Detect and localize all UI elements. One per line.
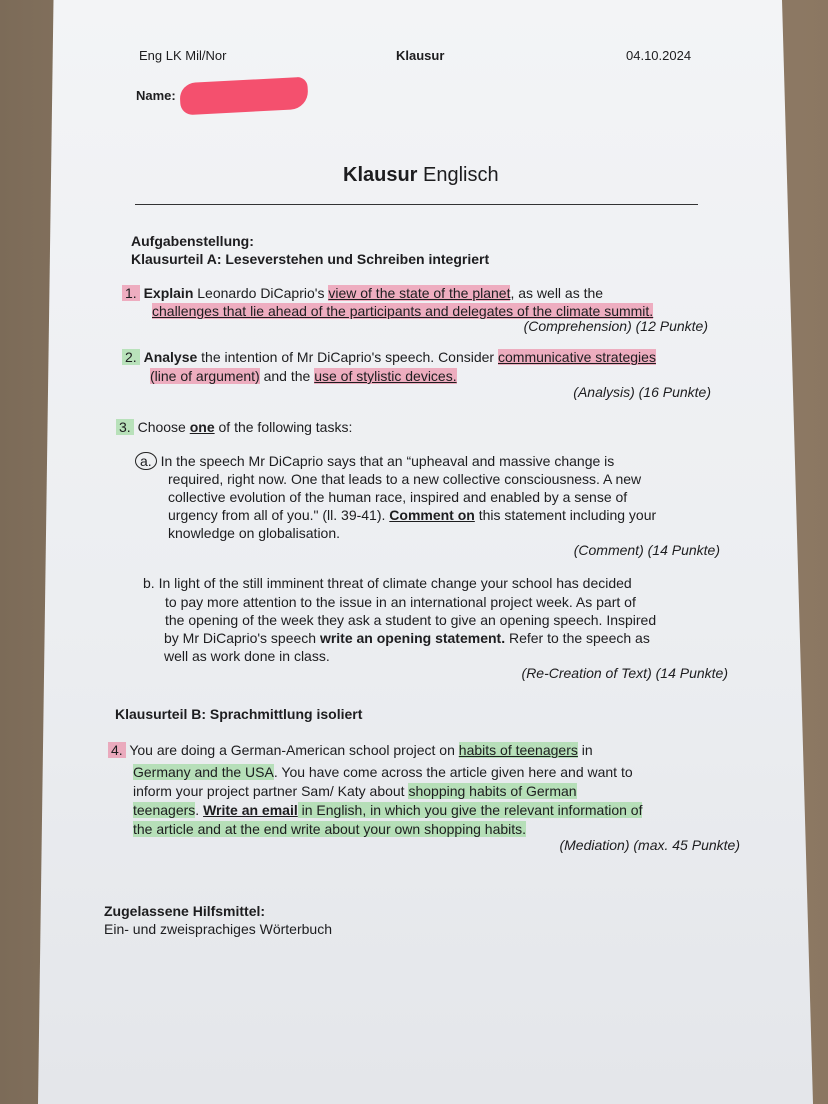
part-a-heading: Klausurteil A: Leseverstehen und Schreiben integriert [131,251,490,267]
task-4-highlight-shopping: shopping habits of German [408,783,577,799]
task-4-highlight-countries: Germany and the USA [133,764,274,780]
task-4-line-2 [133,763,633,782]
aids-heading: Zugelassene Hilfsmittel: [104,903,266,919]
task-4-highlight-teenagers: teenagers [133,802,196,818]
task-1 [122,284,712,303]
task-3a-line-2: required, right now. One that leads to a new collective consciousness. A new [168,471,642,487]
task-3b-meta: (Re-Creation of Text) (14 Punkte) [521,665,728,681]
task-4-line-3-a: inform your project partner Sam/ Katy about [133,783,409,799]
task-1-text-2: , as well as the [510,285,604,301]
task-3b [143,574,632,593]
task-4-number: 4. [108,742,126,758]
task-4-line-4 [133,801,642,820]
task-2-meta: (Analysis) (16 Punkte) [573,384,711,400]
task-2-verb: Analyse [143,349,198,365]
task-3a-line-4 [168,506,656,525]
task-3a-meta: (Comment) (14 Punkte) [573,542,720,558]
task-4-line-1: You are doing a German-American school project on [129,742,459,758]
task-3b-line-4 [164,629,650,648]
task-1-verb: Explain [143,285,194,301]
task-3a-line-3: collective evolution of the human race, inspired and enabled by a sense of [168,489,628,505]
task-2-highlight-3: use of stylistic devices. [314,368,457,384]
assignment-label: Aufgabenstellung: [131,233,254,249]
task-3a-letter: a. [135,452,157,470]
task-3 [116,418,352,437]
task-3b-letter: b. [143,575,155,591]
task-4-line-3 [133,782,577,801]
task-3b-line-4-a: by Mr DiCaprio's speech [164,630,320,646]
task-2-highlight-2: (line of argument) [150,368,260,384]
part-b-heading: Klausurteil B: Sprachmittlung isoliert [115,706,363,722]
task-4-highlight-info: in English, in which you give the relevant information of [297,802,643,818]
task-2-highlight-1: communicative strategies [498,349,656,365]
aids-text: Ein- und zweisprachiges Wörterbuch [104,921,332,937]
task-3b-line-1: In light of the still imminent threat of climate change your school has decided [158,575,632,591]
task-3b-line-4-c: Refer to the speech as [505,630,650,646]
task-3b-line-3: the opening of the week they ask a student to give an opening speech. Inspired [165,612,657,628]
task-1-text: Leonardo DiCaprio's [193,285,329,301]
task-3-text: Choose [137,419,190,435]
title-divider [135,204,698,205]
task-2-text: the intention of Mr DiCaprio's speech. Consider [197,349,498,365]
task-4-write-email: Write an email [203,802,298,818]
task-1-highlight-2: challenges that lie ahead of the participants and delegates of the climate summit. [152,303,654,319]
task-3b-write-statement: write an opening statement. [319,630,506,646]
task-3a-line-5: knowledge on globalisation. [168,525,341,541]
exam-date: 04.10.2024 [626,48,692,63]
task-3b-line-2: to pay more attention to the issue in an international project week. As part of [165,594,636,610]
task-3-text-2: of the following tasks: [214,419,353,435]
task-1-number: 1. [122,285,140,301]
task-3-one: one [189,419,215,435]
task-1-highlight-1: view of the state of the planet [328,285,511,301]
title-sub: Englisch [423,164,499,186]
redacted-name [179,77,308,116]
task-4 [108,741,738,760]
task-4-meta: (Mediation) (max. 45 Punkte) [559,837,740,853]
task-3a-comment-on: Comment on [389,507,475,523]
task-1-meta: (Comprehension) (12 Punkte) [523,318,708,334]
task-4-line-1-end: in [577,742,593,758]
task-4-highlight-end: the article and at the end write about your own shopping habits. [133,821,527,837]
task-2 [122,348,722,367]
name-label: Name: [136,88,176,103]
task-3a-quote-end: urgency from all of you." (ll. 39-41). [168,507,390,523]
page-title [343,164,499,187]
task-3b-line-5: well as work done in class. [164,648,330,664]
task-3a-line-1: In the speech Mr DiCaprio says that an “upheaval and massive change is [160,453,615,469]
task-3-number: 3. [116,419,134,435]
task-2-number: 2. [122,349,140,365]
exam-kind-label: Klausur [396,48,445,63]
task-3a-line-4-rest: this statement including your [474,507,657,523]
task-2-text-2: and the [259,368,315,384]
task-4-period: . [195,802,204,818]
course-label: Eng LK Mil/Nor [139,48,227,63]
title-main: Klausur [343,164,418,186]
task-4-line-2-rest: . You have come across the article given here and want to [273,764,633,780]
task-3a [135,452,725,471]
task-4-highlight-habits: habits of teenagers [458,742,578,758]
